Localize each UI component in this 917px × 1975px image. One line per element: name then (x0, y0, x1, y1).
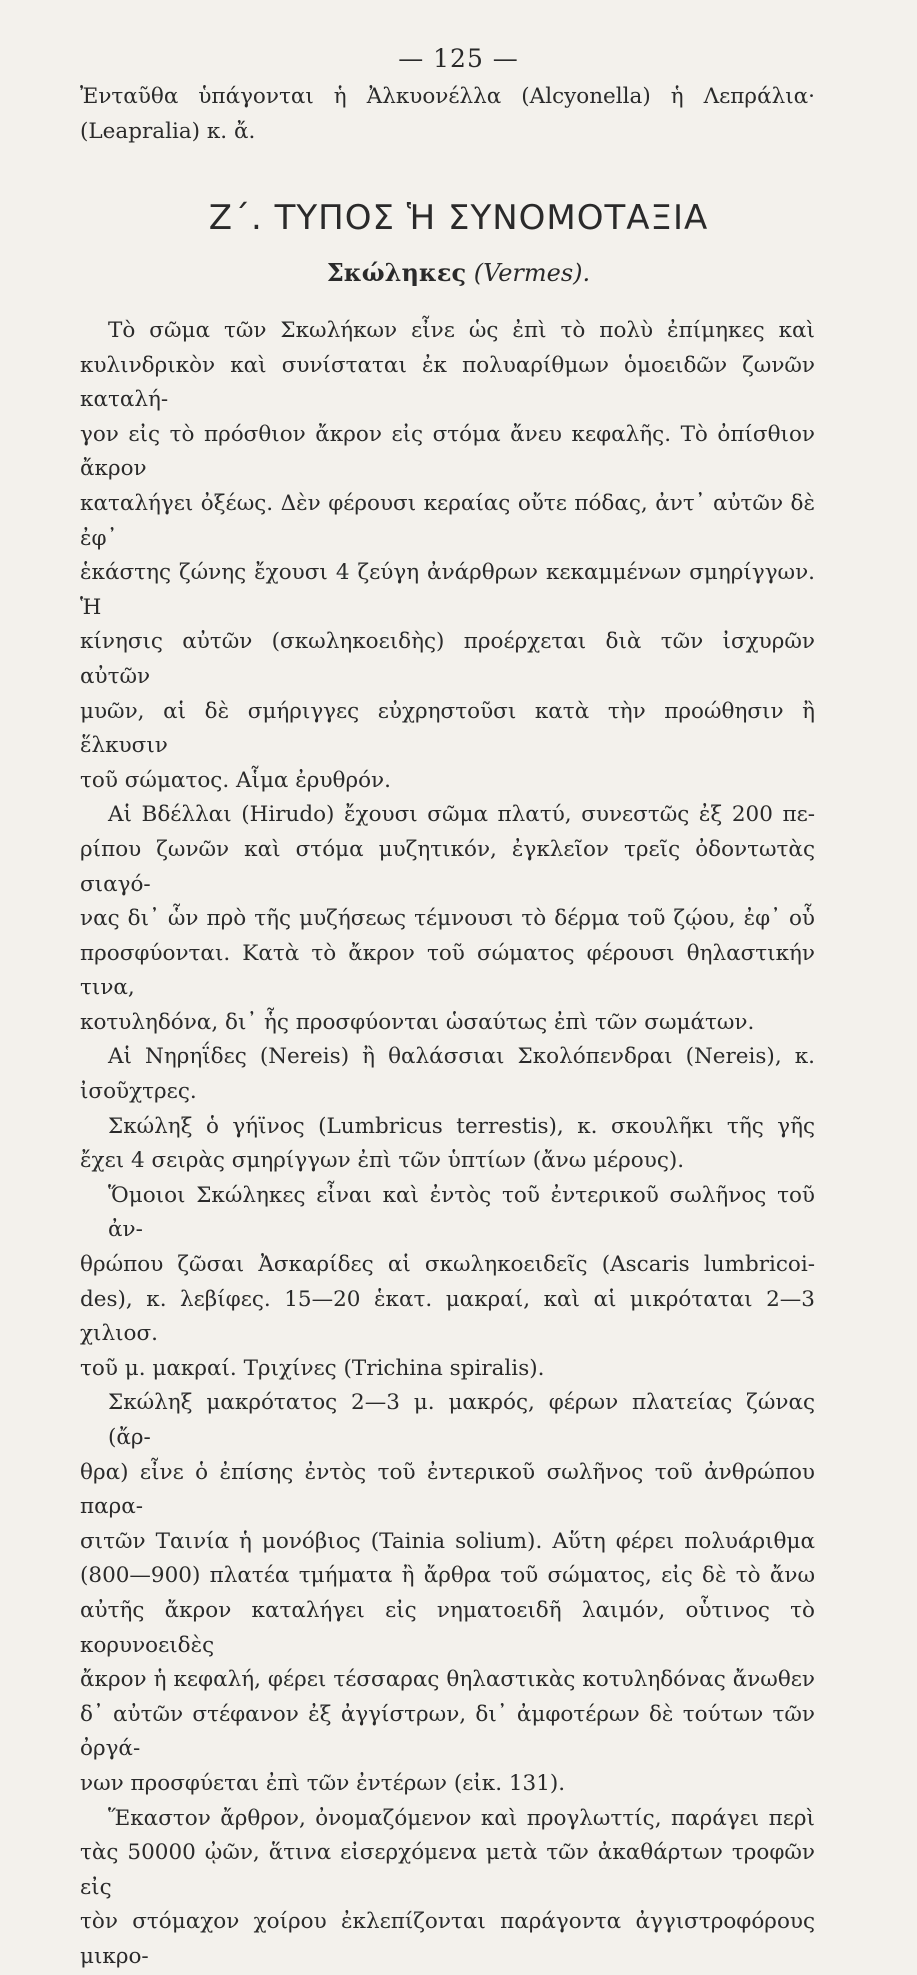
text-line: τὸν στόμαχον χοίρου ἐκλεπίζονται παράγοντα ἀγγιστροφόρους μικρο- (80, 1909, 815, 1969)
subtitle-latin: (Vermes). (473, 259, 591, 287)
chapter-title: Ζ΄. ΤΥΠΟΣ Ἡ ΣΥΝΟΜΟΤΑΞΙΑ (208, 198, 709, 238)
page-number: — 125 — (398, 44, 519, 73)
text-line: Τὸ σῶμα τῶν Σκωλήκων εἶνε ὡς ἐπὶ τὸ πολὺ ἐπίμηκες καὶ (108, 318, 815, 343)
text-line: μυῶν, αἱ δὲ σμήριγγες εὐχρηστοῦσι κατὰ τὴν προώθησιν ἢ ἕλκυσιν (80, 698, 815, 759)
text-line: νας δι᾽ ὧν πρὸ τῆς μυζήσεως τέμνουσι τὸ δέρμα τοῦ ζῴου, ἐφ᾽ οὗ (80, 906, 815, 932)
text-line: τοῦ σώματος. Αἷμα ἐρυθρόν. (80, 767, 391, 793)
text-line: Ὅμοιοι Σκώληκες εἶναι καὶ ἐντὸς τοῦ ἐντερικοῦ σωλῆνος τοῦ ἀν- (108, 1182, 815, 1243)
text-line: ἔχει 4 σειρὰς σμηρίγγων ἐπὶ τῶν ὑπτίων (ἄνω μέρους). (80, 1148, 685, 1174)
text-line: σιτῶν Ταινία ἡ μονόβιος (Tainia solium). Αὕτη φέρει πολυάριθμα (80, 1528, 815, 1554)
text-line: κίνησις αὐτῶν (σκωληκοειδὴς) προέρχεται διὰ τῶν ἰσχυρῶν αὐτῶν (80, 629, 815, 689)
text-line: θρώπου ζῶσαι Ἀσκαρίδες αἱ σκωληκοειδεῖς (Ascaris lumbricoi- (80, 1252, 815, 1278)
text-line: τοῦ μ. μακραί. Τριχίνες (Trichina spiralis). (80, 1355, 545, 1381)
text-line: καταλήγει ὀξέως. Δὲν φέρουσι κεραίας οὔτε πόδας, ἀντ᾽ αὐτῶν δὲ ἐφ᾽ (80, 490, 815, 551)
text-line: Αἱ Νηρηΐδες (Nereis) ἢ θαλάσσιαι Σκολόπενδραι (Nereis), κ. (108, 1044, 815, 1070)
text-line: Ἕκαστον ἄρθρον, ὀνομαζόμενον καὶ προγλωττίς, παράγει περὶ (108, 1805, 815, 1831)
text-line: ἄκρον ἡ κεφαλή, φέρει τέσσαρας θηλαστικὰς κοτυληδόνας ἄνωθεν (80, 1667, 815, 1693)
text-line: ἑκάστης ζώνης ἔχουσι 4 ζεύγη ἀνάρθρων κεκαμμένων σμηρίγγων. Ἡ (80, 560, 815, 620)
text-line: θρα) εἶνε ὁ ἐπίσης ἐντὸς τοῦ ἐντερικοῦ σωλῆνος τοῦ ἀνθρώπου παρα- (80, 1459, 815, 1520)
text-line: ἰσοῦχτρες. (80, 1079, 197, 1105)
subtitle-greek: Σκώληκες (326, 258, 467, 287)
section-subtitle (0, 258, 917, 287)
text-line: ρίπου ζωνῶν καὶ στόμα μυζητικόν, ἐγκλεῖον τρεῖς ὀδοντωτὰς σιαγό- (80, 836, 815, 897)
text-line: Σκώληξ μακρότατος 2—3 μ. μακρός, φέρων πλατείας ζώνας (ἄρ- (108, 1390, 815, 1450)
text-line: des), κ. λεβίφες. 15—20 ἑκατ. μακραί, καὶ αἱ μικρόταται 2—3 χιλιοσ. (80, 1286, 815, 1347)
text-line: προσφύονται. Κατὰ τὸ ἄκρον τοῦ σώματος φέρουσι θηλαστικήν τινα, (80, 940, 815, 1001)
text-line: αὐτῆς ἄκρον καταλήγει εἰς νηματοειδῆ λαιμόν, οὗτινος τὸ κορυνοειδὲς (80, 1597, 815, 1658)
text-line: δ᾽ αὐτῶν στέφανον ἐξ ἀγγίστρων, δι᾽ ἀμφοτέρων δὲ τούτων τῶν ὀργά- (80, 1701, 815, 1762)
body-text (80, 314, 815, 1975)
text-line: νων προσφύεται ἐπὶ τῶν ἐντέρων (εἰκ. 131). (80, 1770, 566, 1796)
text-line: Αἱ Βδέλλαι (Hirudo) ἔχουσι σῶμα πλατύ, συνεστῶς ἐξ 200 πε- (108, 802, 815, 828)
text-line: (800—900) πλατέα τμήματα ἢ ἄρθρα τοῦ σώματος, εἰς δὲ τὸ ἄνω (80, 1563, 815, 1589)
text-line: (Leapralia) κ. ἄ. (80, 118, 256, 144)
text-line: Σκώληξ ὁ γήϊνος (Lumbricus terrestis), κ. σκουλῆκι τῆς γῆς (108, 1113, 815, 1139)
text-line: γον εἰς τὸ πρόσθιον ἄκρον εἰς στόμα ἄνευ κεφαλῆς. Τὸ ὀπίσθιον ἄκρον (80, 421, 815, 482)
text-line: κυλινδρικὸν καὶ συνίσταται ἐκ πολυαρίθμων ὁμοειδῶν ζωνῶν καταλή- (80, 352, 815, 413)
intro-paragraph (80, 80, 815, 149)
text-line: τὰς 50000 ᾠῶν, ἅτινα εἰσερχόμενα μετὰ τῶν ἀκαθάρτων τροφῶν εἰς (80, 1840, 815, 1900)
text-line: κοτυληδόνα, δι᾽ ἧς προσφύονται ὡσαύτως ἐπὶ τῶν σωμάτων. (80, 1009, 755, 1035)
text-line: Ἐνταῦθα ὑπάγονται ἡ Ἀλκυονέλλα (Alcyonella) ἡ Λεπράλια· (80, 84, 815, 109)
